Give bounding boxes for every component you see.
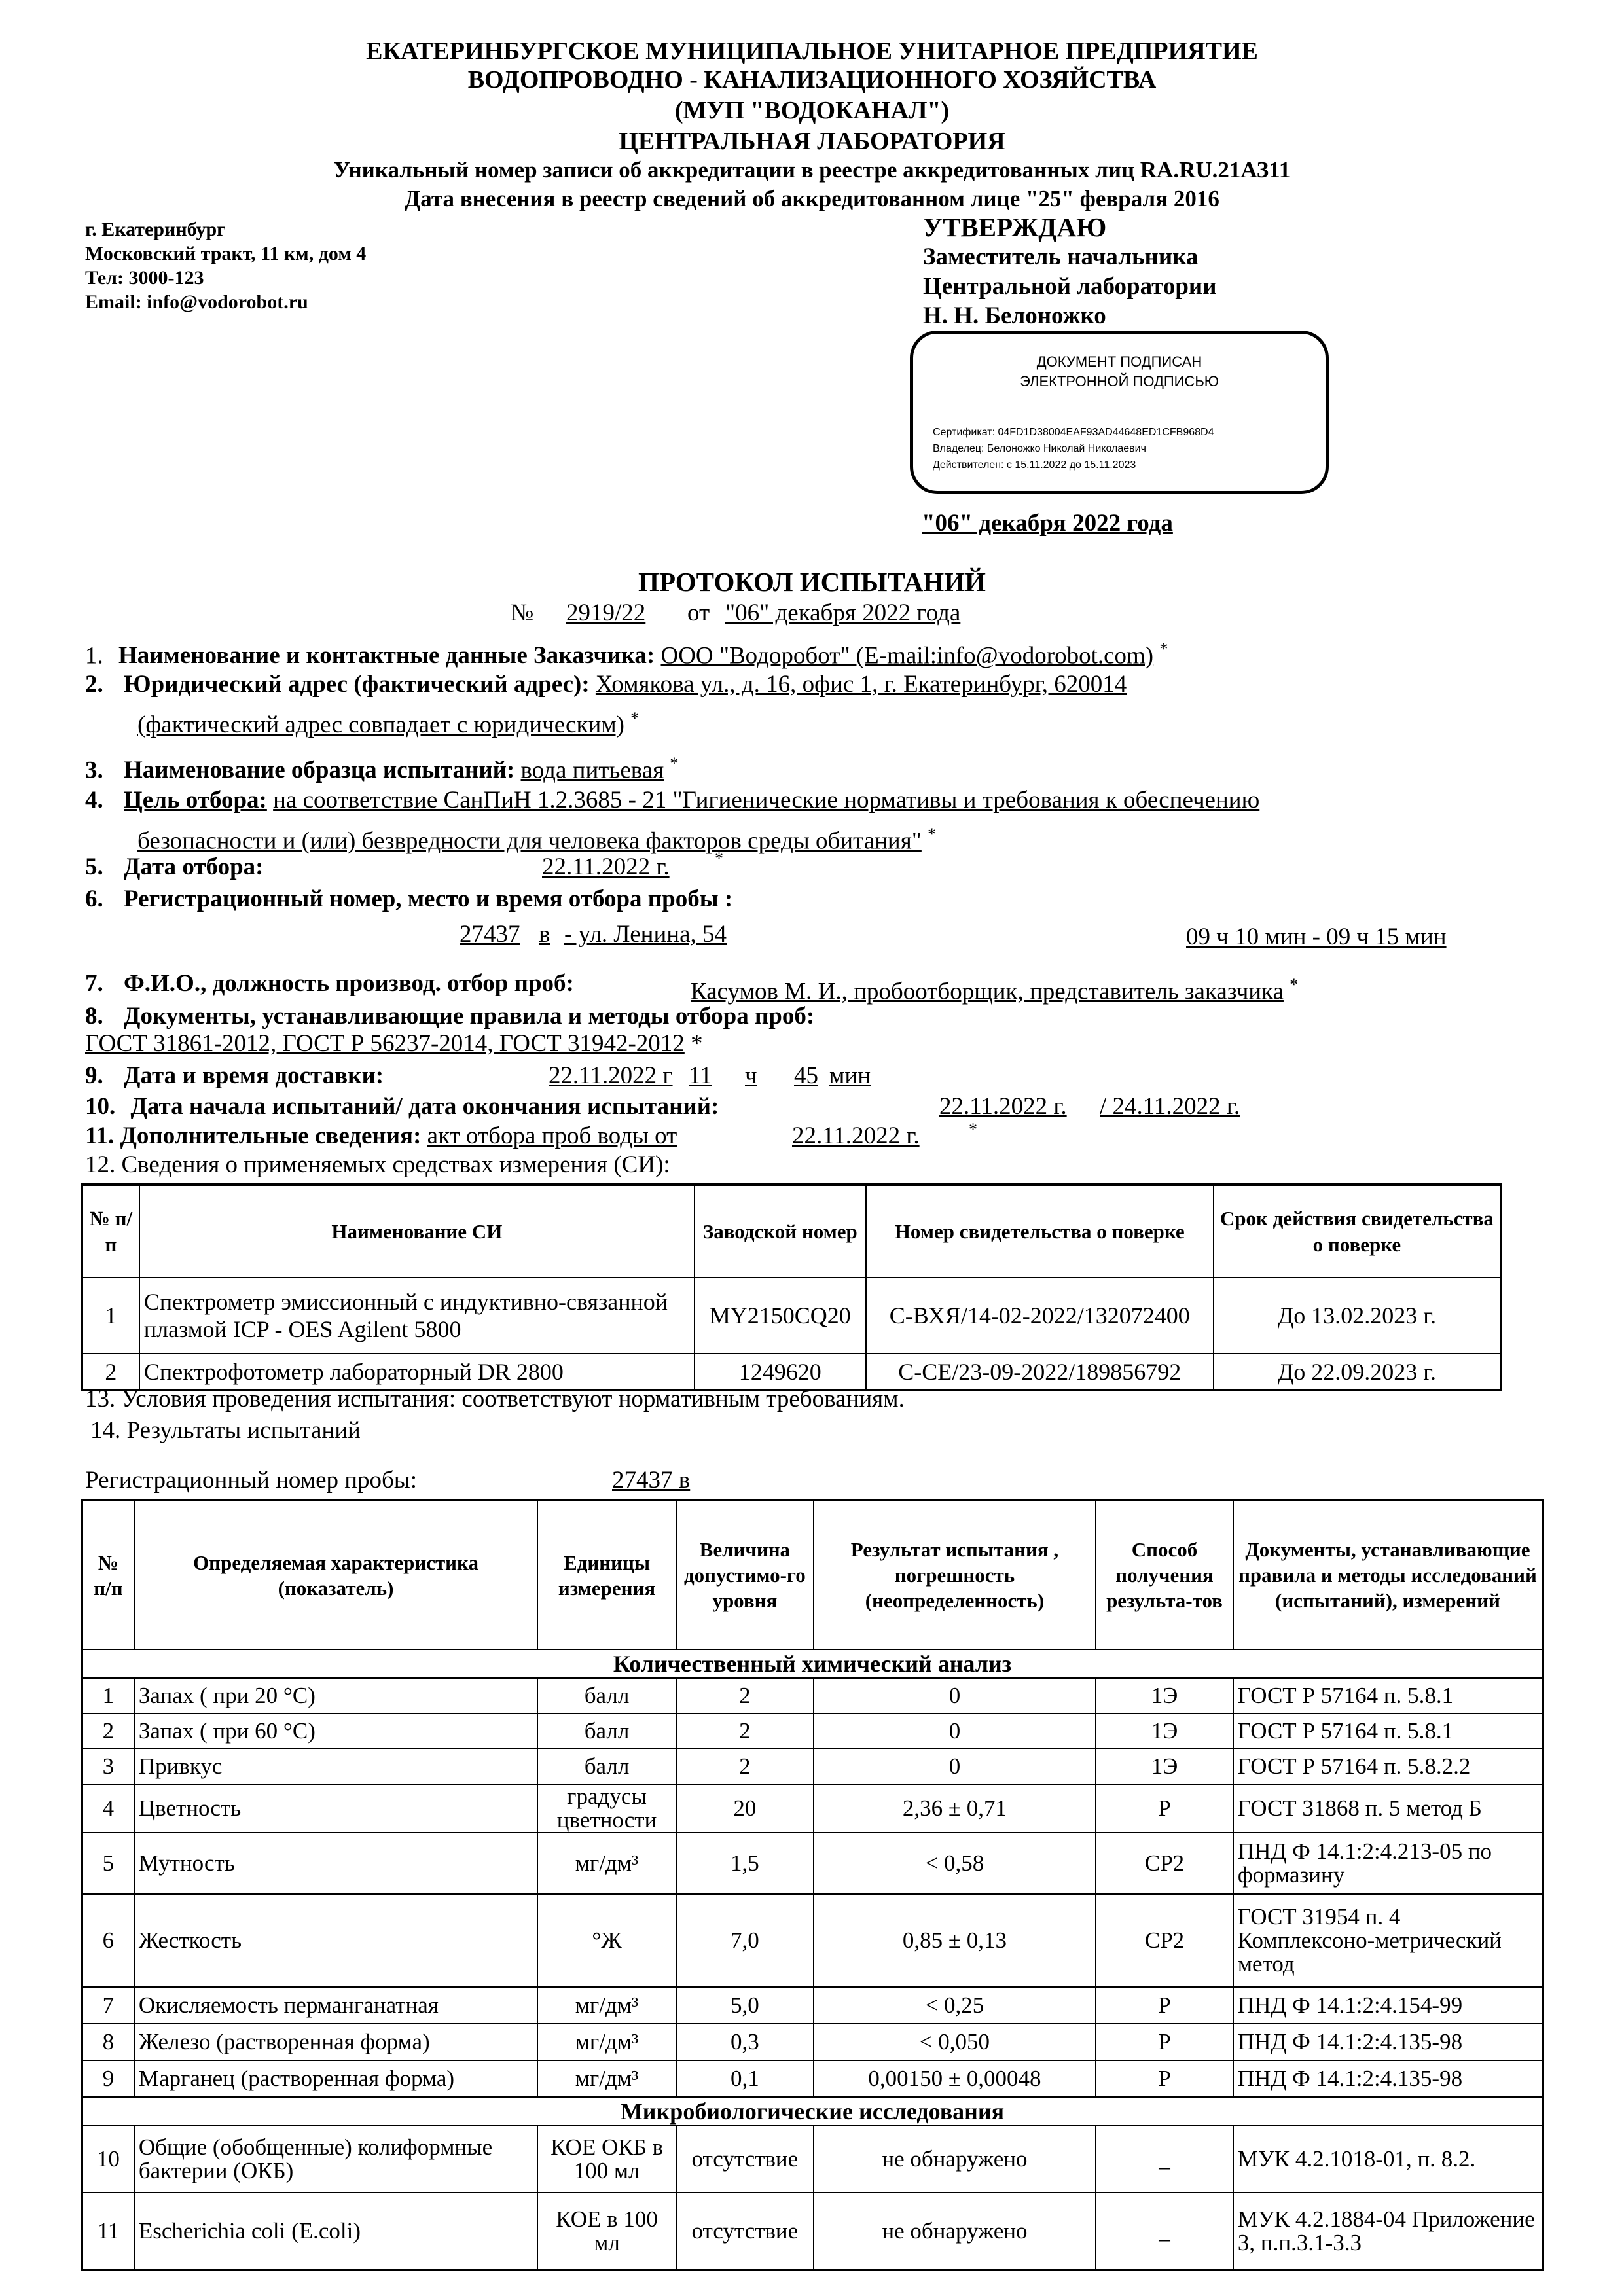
field-2-value: Хомякова ул., д. 16, офис 1, г. Екатеринбург, 620014 xyxy=(595,671,1127,698)
result-value: не обнаружено xyxy=(814,2126,1096,2193)
field-1-label: Наименование и контактные данные Заказчика: xyxy=(118,642,655,670)
field-9-minute-unit: мин xyxy=(829,1062,871,1089)
field-purpose xyxy=(85,787,1259,814)
result-limit: отсутствие xyxy=(676,2126,814,2193)
result-characteristic: Цветность xyxy=(134,1784,537,1833)
result-limit: 2 xyxy=(676,1749,814,1784)
stamp-line-1: ДОКУМЕНТ ПОДПИСАН xyxy=(1036,353,1202,370)
field-12-label: 12. Сведения о применяемых средствах измерения (СИ): xyxy=(85,1151,670,1178)
field-4-label: Цель отбора: xyxy=(124,787,267,814)
result-units: мг/дм³ xyxy=(537,2024,676,2060)
result-value: 0,85 ± 0,13 xyxy=(814,1894,1096,1987)
field-11-label: 11. Дополнительные сведения: xyxy=(85,1122,422,1149)
field-1-value: ООО "Водоробот" (E-mail:info@vodorobot.com) xyxy=(660,642,1154,670)
approval-date: "06" декабря 2022 года xyxy=(922,510,1173,537)
result-units: КОЕ ОКБ в 100 мл xyxy=(537,2126,676,2193)
result-num: 9 xyxy=(82,2060,134,2097)
field-5-value: 22.11.2022 г. xyxy=(542,853,670,880)
result-limit: 5,0 xyxy=(676,1987,814,2024)
footnote-star: * xyxy=(670,754,679,773)
result-limit: 0,1 xyxy=(676,2060,814,2097)
field-8-value: ГОСТ 31861-2012, ГОСТ Р 56237-2014, ГОСТ 31942-2012 xyxy=(85,1030,685,1057)
result-units: мг/дм³ xyxy=(537,2060,676,2097)
footnote-star: * xyxy=(691,1030,703,1057)
reg-number-value: 27437 в xyxy=(612,1467,691,1494)
instrument-num: 2 xyxy=(82,1354,139,1390)
address-street: Московский тракт, 11 км, дом 4 xyxy=(85,243,367,264)
result-characteristic: Escherichia coli (E.coli) xyxy=(134,2193,537,2270)
field-10-end: / 24.11.2022 г. xyxy=(1100,1093,1240,1120)
protocol-no-label: № xyxy=(511,600,534,626)
result-method: СР2 xyxy=(1096,1894,1233,1987)
protocol-from-label: от xyxy=(687,600,710,626)
approval-position-2: Центральной лаборатории xyxy=(923,273,1217,300)
field-7-number: 7. xyxy=(85,970,103,997)
result-characteristic: Окисляемость перманганатная xyxy=(134,1987,537,2024)
stamp-validity: Действителен: с 15.11.2022 до 15.11.2023 xyxy=(933,459,1136,471)
results-header-documents: Документы, устанавливающие правила и методы исследований (испытаний), измерений xyxy=(1233,1500,1543,1649)
address-phone: Тел: 3000-123 xyxy=(85,267,204,289)
result-num: 10 xyxy=(82,2126,134,2193)
field-8-number: 8. xyxy=(85,1003,103,1030)
field-13: 13. Условия проведения испытания: соответствуют нормативным требованиям. xyxy=(85,1386,905,1412)
stamp-line-2: ЭЛЕКТРОННОЙ ПОДПИСЬЮ xyxy=(1019,373,1219,389)
result-value: не обнаружено xyxy=(814,2193,1096,2270)
instrument-cert: С-СЕ/23-09-2022/189856792 xyxy=(866,1354,1214,1390)
approval-title: УТВЕРЖДАЮ xyxy=(923,212,1107,242)
field-8-value-row xyxy=(85,1031,703,1057)
instruments-header-row xyxy=(82,1185,1501,1278)
result-method: Р xyxy=(1096,1987,1233,2024)
stamp-owner: Владелец: Белоножко Николай Николаевич xyxy=(933,443,1146,454)
result-method: Р xyxy=(1096,1784,1233,1833)
footnote-star: * xyxy=(715,849,723,868)
micro-rows xyxy=(82,2126,1543,2270)
field-4-value-line-1: на соответствие СанПиН 1.2.3685 - 21 "Гигиенические нормативы и требования к обеспечению xyxy=(273,787,1260,814)
field-9-number: 9. xyxy=(85,1062,103,1089)
result-limit: 2 xyxy=(676,1678,814,1713)
field-sampler xyxy=(85,971,574,997)
instruments-table xyxy=(81,1183,1502,1391)
result-method: Р xyxy=(1096,2060,1233,2097)
field-7-value-row xyxy=(691,972,1298,1005)
result-document: ГОСТ Р 57164 п. 5.8.2.2 xyxy=(1233,1749,1543,1784)
results-header-num: № п/п xyxy=(82,1500,134,1649)
result-limit: 7,0 xyxy=(676,1894,814,1987)
result-num: 4 xyxy=(82,1784,134,1833)
field-6-time: 09 ч 10 мин - 09 ч 15 мин xyxy=(1186,924,1447,950)
instruments-header-num: № п/п xyxy=(82,1185,139,1278)
result-characteristic: Жесткость xyxy=(134,1894,537,1987)
org-name-line2: ВОДОПРОВОДНО - КАНАЛИЗАЦИОННОГО ХОЗЯЙСТВА xyxy=(467,66,1157,94)
footnote-star: * xyxy=(928,825,937,844)
result-method: _ xyxy=(1096,2126,1233,2193)
field-2-number: 2. xyxy=(85,671,103,698)
results-table xyxy=(81,1499,1544,2271)
result-method: _ xyxy=(1096,2193,1233,2270)
field-6-reg-number: 27437 xyxy=(460,921,520,948)
result-value: 0 xyxy=(814,1749,1096,1784)
result-method: Р xyxy=(1096,2024,1233,2060)
result-num: 11 xyxy=(82,2193,134,2270)
instrument-name: Спектрометр эмиссионный с индуктивно-связанной плазмой ICP - OES Agilent 5800 xyxy=(139,1278,695,1354)
stamp-certificate: Сертификат: 04FD1D38004EAF93AD44648ED1CFB968D4 xyxy=(933,427,1214,438)
section-row xyxy=(82,1649,1543,1678)
result-units: градусы цветности xyxy=(537,1784,676,1833)
result-value: 2,36 ± 0,71 xyxy=(814,1784,1096,1833)
table-row xyxy=(82,2126,1543,2193)
field-10-start: 22.11.2022 г. xyxy=(939,1093,1067,1120)
result-value: < 0,25 xyxy=(814,1987,1096,2024)
field-9-minute: 45 xyxy=(794,1062,818,1089)
result-units: °Ж xyxy=(537,1894,676,1987)
instruments-header-serial: Заводской номер xyxy=(695,1185,866,1278)
field-sample-name xyxy=(85,751,678,783)
results-header-result: Результат испытания , погрешность (неопределенность) xyxy=(814,1500,1096,1649)
lab-name: ЦЕНТРАЛЬНАЯ ЛАБОРАТОРИЯ xyxy=(619,128,1005,155)
field-11-date: 22.11.2022 г. xyxy=(792,1122,920,1149)
footnote-star: * xyxy=(630,709,640,728)
table-row xyxy=(82,1894,1543,1987)
result-document: ПНД Ф 14.1:2:4.154-99 xyxy=(1233,1987,1543,2024)
field-7-value: Касумов М. И., пробоотборщик, представитель заказчика xyxy=(691,978,1284,1005)
table-row xyxy=(82,1987,1543,2024)
result-characteristic: Привкус xyxy=(134,1749,537,1784)
field-test-dates xyxy=(85,1094,719,1120)
instruments-header-name: Наименование СИ xyxy=(139,1185,695,1278)
section-row xyxy=(82,2097,1543,2126)
field-address xyxy=(85,672,1127,698)
field-2-note-row xyxy=(85,706,639,738)
field-5-label: Дата отбора: xyxy=(124,853,264,880)
field-14: 14. Результаты испытаний xyxy=(90,1417,361,1444)
result-num: 3 xyxy=(82,1749,134,1784)
result-method: 1Э xyxy=(1096,1713,1233,1749)
result-limit: отсутствие xyxy=(676,2193,814,2270)
field-additional xyxy=(85,1123,677,1149)
footnote-star: * xyxy=(1290,975,1299,994)
field-3-label: Наименование образца испытаний: xyxy=(124,757,515,784)
instrument-serial: 1249620 xyxy=(695,1354,866,1390)
field-5-number: 5. xyxy=(85,853,103,880)
results-header-characteristic: Определяемая характеристика (показатель) xyxy=(134,1500,537,1649)
result-value: 0 xyxy=(814,1713,1096,1749)
section-chemical: Количественный химический анализ xyxy=(82,1649,1543,1678)
result-document: ПНД Ф 14.1:2:4.213-05 по формазину xyxy=(1233,1833,1543,1894)
instrument-validity: До 13.02.2023 г. xyxy=(1214,1278,1501,1354)
table-row xyxy=(82,1833,1543,1894)
result-document: ГОСТ Р 57164 п. 5.8.1 xyxy=(1233,1713,1543,1749)
result-limit: 20 xyxy=(676,1784,814,1833)
result-characteristic: Запах ( при 20 °С) xyxy=(134,1678,537,1713)
table-row xyxy=(82,2060,1543,2097)
protocol-number: 2919/22 xyxy=(566,600,646,626)
field-10-label: Дата начала испытаний/ дата окончания испытаний: xyxy=(130,1093,719,1120)
field-11-value: акт отбора проб воды от xyxy=(427,1122,677,1149)
results-header-method: Способ получения результа-тов xyxy=(1096,1500,1233,1649)
result-num: 8 xyxy=(82,2024,134,2060)
table-row xyxy=(82,2193,1543,2270)
result-num: 2 xyxy=(82,1713,134,1749)
result-document: ПНД Ф 14.1:2:4.135-98 xyxy=(1233,2024,1543,2060)
field-6-letter: в xyxy=(539,921,550,948)
result-characteristic: Запах ( при 60 °С) xyxy=(134,1713,537,1749)
result-value: < 0,58 xyxy=(814,1833,1096,1894)
field-8-label: Документы, устанавливающие правила и методы отбора проб: xyxy=(124,1003,815,1030)
field-2-note: (фактический адрес совпадает с юридическим) xyxy=(137,711,624,739)
table-row xyxy=(82,1354,1501,1390)
table-row xyxy=(82,1749,1543,1784)
result-document: ГОСТ Р 57164 п. 5.8.1 xyxy=(1233,1678,1543,1713)
field-sampling-date xyxy=(85,854,263,880)
field-3-number: 3. xyxy=(85,757,103,784)
field-4-value-line-2: безопасности и (или) безвредности для человека факторов среды обитания" xyxy=(137,827,922,855)
instrument-name: Спектрофотометр лабораторный DR 2800 xyxy=(139,1354,695,1390)
result-method: 1Э xyxy=(1096,1678,1233,1713)
result-limit: 0,3 xyxy=(676,2024,814,2060)
results-header-limit: Величина допустимо-го уровня xyxy=(676,1500,814,1649)
field-6-number: 6. xyxy=(85,886,103,912)
footnote-star: * xyxy=(969,1120,977,1139)
result-characteristic: Марганец (растворенная форма) xyxy=(134,2060,537,2097)
result-units: мг/дм³ xyxy=(537,1833,676,1894)
results-header-units: Единицы измерения xyxy=(537,1500,676,1649)
stamp-heading xyxy=(913,352,1326,391)
result-document: МУК 4.2.1018-01, п. 8.2. xyxy=(1233,2126,1543,2193)
table-row xyxy=(82,1713,1543,1749)
table-row xyxy=(82,1278,1501,1354)
field-4-number: 4. xyxy=(85,787,103,814)
result-units: КОЕ в 100 мл xyxy=(537,2193,676,2270)
table-row xyxy=(82,1784,1543,1833)
field-9-hour-unit: ч xyxy=(745,1062,757,1089)
field-2-label: Юридический адрес (фактический адрес): xyxy=(124,671,590,698)
electronic-signature-stamp xyxy=(910,331,1329,494)
result-units: мг/дм³ xyxy=(537,1987,676,2024)
instruments-header-cert: Номер свидетельства о поверке xyxy=(866,1185,1214,1278)
result-num: 7 xyxy=(82,1987,134,2024)
field-1-number: 1. xyxy=(85,642,103,670)
field-9-hour: 11 xyxy=(689,1062,712,1089)
result-document: ГОСТ 31954 п. 4 Комплексоно-метрический метод xyxy=(1233,1894,1543,1987)
result-value: < 0,050 xyxy=(814,2024,1096,2060)
result-method: 1Э xyxy=(1096,1749,1233,1784)
result-document: ГОСТ 31868 п. 5 метод Б xyxy=(1233,1784,1543,1833)
result-characteristic: Мутность xyxy=(134,1833,537,1894)
result-document: ПНД Ф 14.1:2:4.135-98 xyxy=(1233,2060,1543,2097)
results-header-row xyxy=(82,1500,1543,1649)
field-6-place: - ул. Ленина, 54 xyxy=(564,921,727,948)
approval-block xyxy=(923,213,1217,331)
result-limit: 1,5 xyxy=(676,1833,814,1894)
address-email: Email: info@vodorobot.ru xyxy=(85,291,308,313)
protocol-title: ПРОТОКОЛ ИСПЫТАНИЙ xyxy=(638,567,986,597)
field-4-continuation xyxy=(137,821,936,854)
result-value: 0 xyxy=(814,1678,1096,1713)
org-name-line1: ЕКАТЕРИНБУРГСКОЕ МУНИЦИПАЛЬНОЕ УНИТАРНОЕ ПРЕДПРИЯТИЕ xyxy=(366,37,1258,65)
result-num: 5 xyxy=(82,1833,134,1894)
result-value: 0,00150 ± 0,00048 xyxy=(814,2060,1096,2097)
result-units: балл xyxy=(537,1678,676,1713)
table-row xyxy=(82,1678,1543,1713)
instrument-cert: С-ВХЯ/14-02-2022/132072400 xyxy=(866,1278,1214,1354)
result-limit: 2 xyxy=(676,1713,814,1749)
result-units: балл xyxy=(537,1749,676,1784)
result-num: 6 xyxy=(82,1894,134,1987)
field-customer xyxy=(85,636,1168,669)
result-characteristic: Общие (обобщенные) колиформные бактерии (ОКБ) xyxy=(134,2126,537,2193)
result-method: СР2 xyxy=(1096,1833,1233,1894)
field-6-label: Регистрационный номер, место и время отбора пробы : xyxy=(124,886,733,912)
field-3-value: вода питьевая xyxy=(520,757,664,784)
approval-position-1: Заместитель начальника xyxy=(923,243,1199,270)
approval-name: Н. Н. Белоножко xyxy=(923,302,1106,329)
result-document: МУК 4.2.1884-04 Приложение 3, п.п.3.1-3.3 xyxy=(1233,2193,1543,2270)
instrument-serial: MY2150CQ20 xyxy=(695,1278,866,1354)
instrument-validity: До 22.09.2023 г. xyxy=(1214,1354,1501,1390)
instrument-num: 1 xyxy=(82,1278,139,1354)
stamp-details xyxy=(933,424,1214,473)
instruments-header-validity: Срок действия свидетельства о поверке xyxy=(1214,1185,1501,1278)
result-num: 1 xyxy=(82,1678,134,1713)
field-9-label: Дата и время доставки: xyxy=(124,1062,384,1089)
reg-number-label: Регистрационный номер пробы: xyxy=(85,1467,418,1494)
table-row xyxy=(82,2024,1543,2060)
result-units: балл xyxy=(537,1713,676,1749)
accreditation-date: Дата внесения в реестр сведений об аккредитованном лице "25" февраля 2016 xyxy=(405,186,1219,211)
section-microbiology: Микробиологические исследования xyxy=(82,2097,1543,2126)
protocol-date: "06" декабря 2022 года xyxy=(725,600,961,626)
footnote-star: * xyxy=(1159,639,1168,658)
org-name-line3: (МУП "ВОДОКАНАЛ") xyxy=(674,97,950,124)
field-7-label: Ф.И.О., должность производ. отбор проб: xyxy=(124,970,574,997)
lab-address xyxy=(85,217,366,314)
field-sampling-docs xyxy=(85,1003,814,1030)
field-9-date: 22.11.2022 г xyxy=(549,1062,673,1089)
address-city: г. Екатеринбург xyxy=(85,219,226,240)
result-characteristic: Железо (растворенная форма) xyxy=(134,2024,537,2060)
field-registration xyxy=(85,886,732,912)
field-10-number: 10. xyxy=(85,1093,116,1120)
accreditation-number: Уникальный номер записи об аккредитации в реестре аккредитованных лиц RA.RU.21АЗ11 xyxy=(333,157,1291,183)
chemical-rows xyxy=(82,1678,1543,2097)
field-delivery xyxy=(85,1063,384,1089)
